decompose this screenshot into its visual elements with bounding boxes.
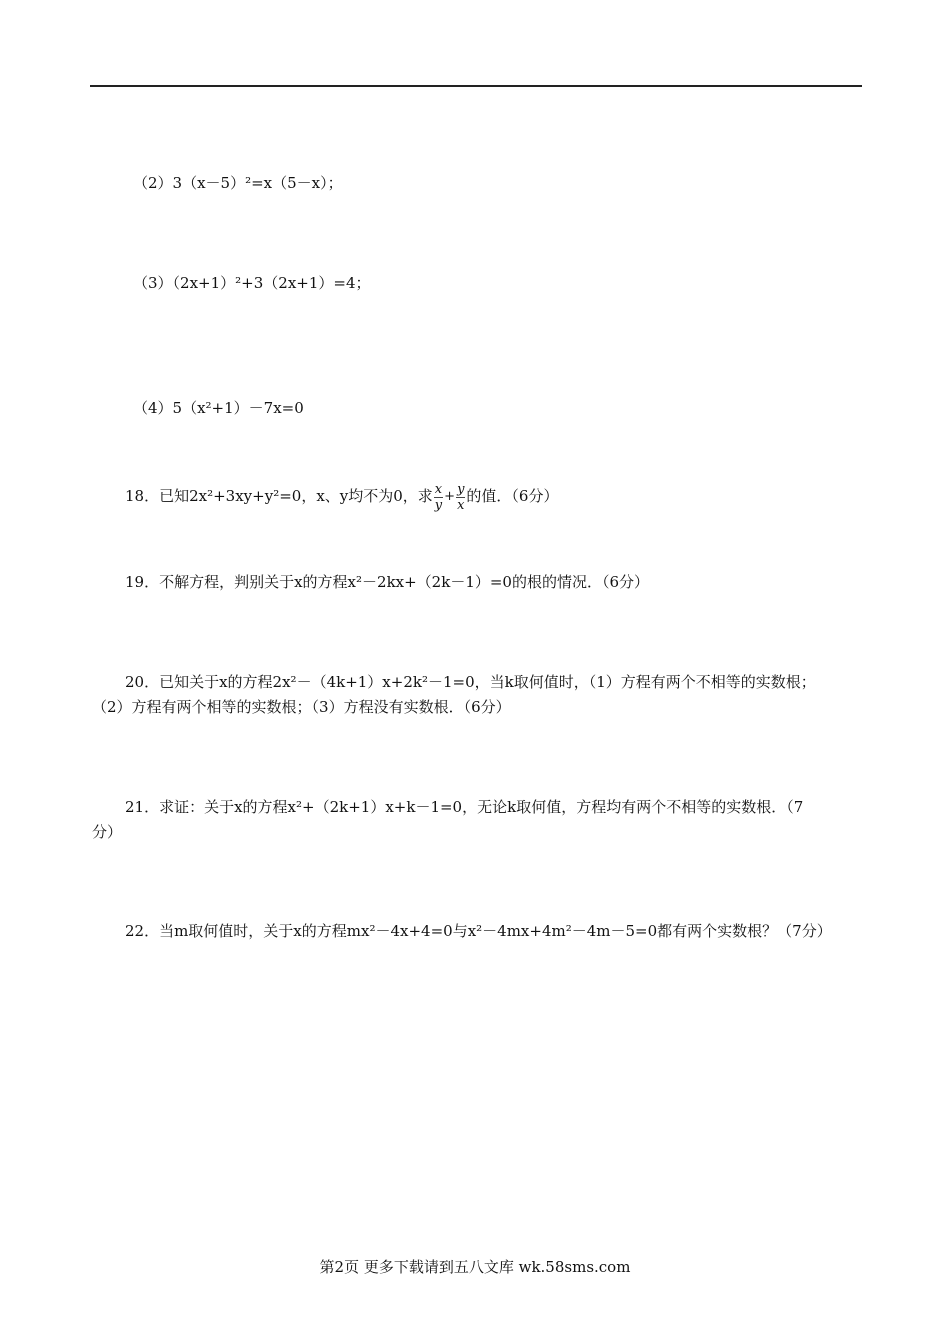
question-20-text-1: 20．已知关于x的方程2x²－（4k+1）x+2k²－1=0，当k取何值时，（1）方程有两个不相等的实数根； — [125, 673, 816, 691]
header-rule — [90, 85, 862, 87]
fraction-x-over-y — [434, 482, 443, 513]
fraction-denominator: x — [457, 497, 465, 513]
question-18-prefix: 18．已知2x²+3xy+y²=0，x、y均不为0，求 — [125, 487, 433, 505]
plus-sign: + — [444, 489, 456, 504]
fraction-y-over-x — [456, 482, 465, 513]
question-21-line-2 — [92, 822, 122, 842]
fraction-numerator: y — [457, 481, 465, 497]
fraction-numerator: x — [434, 481, 443, 497]
question-21-text-1: 21．求证：关于x的方程x²+（2k+1）x+k－1=0，无论k取何值，方程均有两个不相等的实数根．（7 — [125, 798, 804, 816]
question-19 — [125, 572, 649, 592]
question-19-text: 19．不解方程，判别关于x的方程x²－2kx+（2k－1）=0的根的情况．（6分） — [125, 573, 650, 591]
item-2-text: （2）3（x－5）²=x（5－x）； — [133, 174, 343, 192]
question-22 — [125, 921, 832, 941]
question-18 — [125, 474, 558, 518]
question-22-text: 22．当m取何值时，关于x的方程mx²－4x+4=0与x²－4mx+4m²－4m－5=0都有两个实数根？（7分） — [125, 922, 832, 940]
item-4 — [133, 398, 304, 418]
question-21-text-2: 分） — [92, 823, 123, 841]
item-3-text: （3）（2x+1）²+3（2x+1）=4； — [133, 274, 371, 292]
question-20-line-2 — [92, 697, 511, 717]
question-20-text-2: （2）方程有两个相等的实数根；（3）方程没有实数根．（6分） — [92, 698, 511, 716]
item-3 — [133, 273, 371, 293]
fraction-denominator: y — [434, 497, 443, 513]
page-footer: 第2页 更多下载请到五八文库 wk.58sms.com — [319, 1258, 631, 1276]
question-21-line-1 — [125, 797, 803, 817]
item-2 — [133, 173, 343, 193]
question-20-line-1 — [125, 672, 816, 692]
question-18-suffix: 的值．（6分） — [466, 487, 559, 505]
item-4-text: （4）5（x²+1）－7x=0 — [133, 399, 304, 417]
